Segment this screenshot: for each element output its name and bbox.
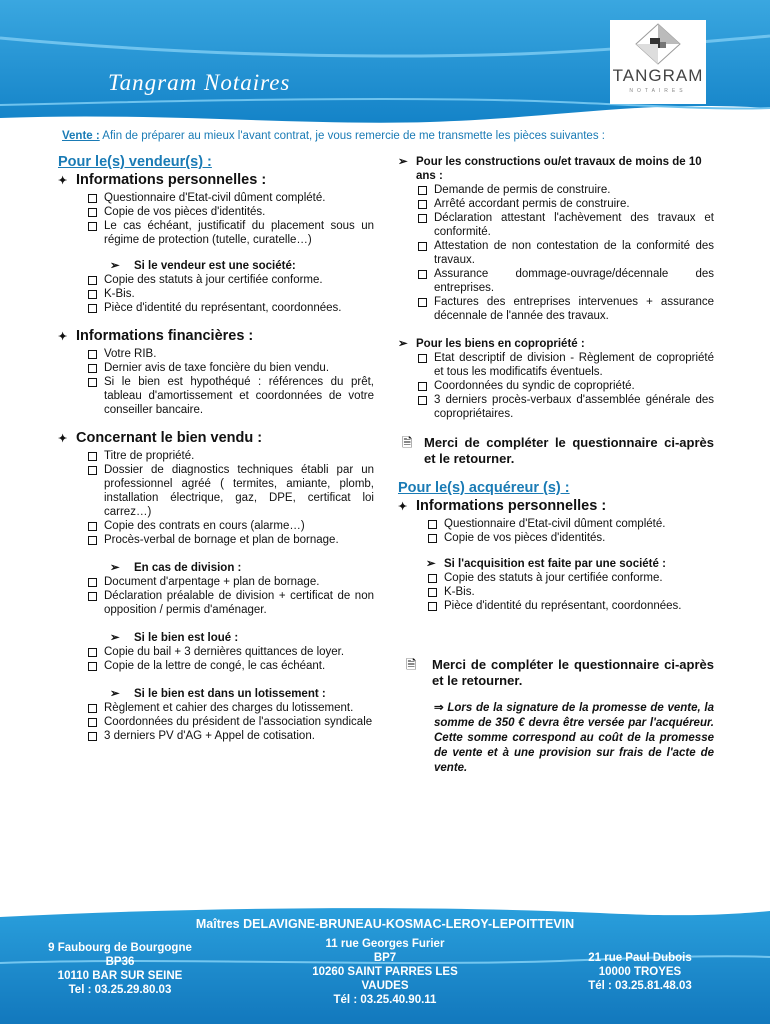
list-item: Copie de la lettre de congé, le cas échéant.: [86, 659, 374, 673]
seller-societe-heading: ➢ Si le vendeur est une société:: [110, 260, 296, 272]
list-item: Dernier avis de taxe foncière du bien vendu.: [86, 361, 374, 375]
star-bullet-icon: ✦: [58, 331, 68, 343]
intro-text: Afin de préparer au mieux l'avant contrat, je vous remercie de me transmette les pièces suivantes :: [99, 130, 605, 142]
list-item: Titre de propriété.: [86, 449, 374, 463]
constructions-list: [398, 183, 714, 323]
intro-label: Vente :: [62, 130, 100, 142]
arrow-bullet-icon: ➢: [110, 688, 120, 700]
tangram-logo: [610, 20, 706, 104]
arrow-bullet-icon: ➢: [398, 338, 408, 350]
merci-seller: 🗎 Merci de compléter le questionnaire ci-après et le retourner.: [402, 435, 714, 466]
seller-fin-heading: ✦ Informations financières :: [58, 328, 254, 344]
list-item: Copie des statuts à jour certifiée conforme.: [426, 571, 714, 585]
list-item: Pièce d'identité du représentant, coordonnées.: [426, 599, 714, 613]
arrow-bullet-icon: ➢: [398, 156, 408, 168]
office-troyes: 21 rue Paul Dubois 10000 TROYES Tél : 03.25.81.48.03: [588, 952, 692, 992]
footer-names: Maîtres DELAVIGNE-BRUNEAU-KOSMAC-LEROY-LEPOITTEVIN: [195, 917, 575, 931]
division-heading: ➢ En cas de division :: [110, 562, 242, 574]
list-item: Coordonnées du président de l'association syndicale: [86, 715, 374, 729]
buyer-societe-list: [398, 571, 714, 613]
list-item: Copie des statuts à jour certifiée conforme.: [86, 273, 374, 287]
promesse-note: ⇒ Lors de la signature de la promesse de vente, la somme de 350 € devra être versée par l'acquéreur. Cette somme correspond au coût de la promesse de vente et à une provision sur frais de l'acte de vente.: [434, 702, 714, 774]
list-item: 3 derniers PV d'AG + Appel de cotisation.: [86, 729, 374, 743]
list-item: Factures des entreprises intervenues + assurance décennale de l'année des travaux.: [416, 295, 714, 323]
list-item: Etat descriptif de division - Règlement de copropriété et tous les modificatifs éventuels.: [416, 351, 714, 379]
list-item: Arrêté accordant permis de construire.: [416, 197, 714, 211]
seller-perso-heading: ✦ Informations personnelles :: [58, 172, 267, 188]
seller-perso-list: [58, 191, 374, 247]
list-item: Copie de vos pièces d'identités.: [426, 531, 714, 545]
tangram-logo-icon: [610, 20, 706, 68]
list-item: Si le bien est hypothéqué : références du prêt, tableau d'amortissement et coordonnées de votre conseiller bancaire.: [86, 375, 374, 417]
buyer-perso-list: [398, 517, 714, 545]
office-bar-sur-seine: 9 Faubourg de Bourgogne BP36 10110 BAR SUR SEINE Tel : 03.25.29.80.03: [48, 942, 192, 996]
document-icon: 🗎: [406, 657, 417, 672]
list-item: Pièce d'identité du représentant, coordonnées.: [86, 301, 374, 315]
arrow-right-icon: ⇒: [434, 702, 448, 714]
list-item: Déclaration attestant l'achèvement des travaux et conformité.: [416, 211, 714, 239]
list-item: K-Bis.: [86, 287, 374, 301]
list-item: Procès-verbal de bornage et plan de bornage.: [86, 533, 374, 547]
list-item: Copie des contrats en cours (alarme…): [86, 519, 374, 533]
office-saint-parres: 11 rue Georges Furier BP7 10260 SAINT PARRES LES VAUDES Tél : 03.25.40.90.11: [312, 938, 458, 1006]
seller-column: [58, 155, 374, 743]
list-item: Demande de permis de construire.: [416, 183, 714, 197]
copro-list: [398, 351, 714, 421]
list-item: 3 derniers procès-verbaux d'assemblée générale des copropriétaires.: [416, 393, 714, 421]
document-icon: 🗎: [402, 435, 413, 450]
list-item: Copie de vos pièces d'identités.: [86, 205, 374, 219]
list-item: Dossier de diagnostics techniques établi par un professionnel agréé ( termites, amiante, plomb, installation électrique, gaz, DPE, certificat loi carrez…): [86, 463, 374, 519]
arrow-bullet-icon: ➢: [110, 632, 120, 644]
buyer-title: Pour le(s) acquéreur (s) :: [398, 480, 570, 496]
seller-bien-heading: ✦ Concernant le bien vendu :: [58, 430, 263, 446]
list-item: Votre RIB.: [86, 347, 374, 361]
star-bullet-icon: ✦: [398, 501, 408, 513]
division-list: [58, 575, 374, 617]
lotissement-heading: ➢ Si le bien est dans un lotissement :: [110, 688, 326, 700]
arrow-bullet-icon: ➢: [110, 260, 120, 272]
list-item: Le cas échéant, justificatif du placement sous un régime de protection (tutelle, curatelle…): [86, 219, 374, 247]
arrow-bullet-icon: ➢: [110, 562, 120, 574]
star-bullet-icon: ✦: [58, 433, 68, 445]
arrow-bullet-icon: ➢: [426, 558, 436, 570]
buyer-perso-heading: ✦ Informations personnelles :: [398, 498, 607, 514]
seller-title: Pour le(s) vendeur(s) :: [58, 154, 212, 170]
logo-subtitle: NOTAIRES: [629, 88, 687, 94]
buyer-societe-heading: ➢ Si l'acquisition est faite par une société :: [426, 558, 666, 570]
list-item: Questionnaire d'Etat-civil dûment complété.: [426, 517, 714, 531]
loue-heading: ➢ Si le bien est loué :: [110, 632, 239, 644]
seller-fin-list: [58, 347, 374, 417]
list-item: Questionnaire d'Etat-civil dûment complété.: [86, 191, 374, 205]
seller-societe-list: [58, 273, 374, 315]
right-column: [398, 155, 714, 776]
logo-word: TANGRAM: [612, 66, 704, 85]
star-bullet-icon: ✦: [58, 175, 68, 187]
intro-line: [62, 130, 605, 142]
page-footer: [0, 905, 770, 1024]
merci-buyer: 🗎 Merci de compléter le questionnaire ci-après et le retourner.: [406, 657, 714, 688]
constructions-heading: ➢ Pour les constructions ou/et travaux de moins de 10 ans :: [398, 156, 702, 182]
lotissement-list: [58, 701, 374, 743]
list-item: Copie du bail + 3 dernières quittances de loyer.: [86, 645, 374, 659]
list-item: Document d'arpentage + plan de bornage.: [86, 575, 374, 589]
list-item: Déclaration préalable de division + certificat de non opposition / permis d'aménager.: [86, 589, 374, 617]
list-item: Attestation de non contestation de la conformité des travaux.: [416, 239, 714, 267]
loue-list: [58, 645, 374, 673]
brand-title: Tangram Notaires: [108, 70, 291, 95]
list-item: K-Bis.: [426, 585, 714, 599]
list-item: Assurance dommage-ouvrage/décennale des entreprises.: [416, 267, 714, 295]
seller-bien-list: [58, 449, 374, 547]
list-item: Règlement et cahier des charges du lotissement.: [86, 701, 374, 715]
list-item: Coordonnées du syndic de copropriété.: [416, 379, 714, 393]
copro-heading: ➢ Pour les biens en copropriété :: [398, 338, 585, 350]
page-header: [0, 0, 770, 130]
